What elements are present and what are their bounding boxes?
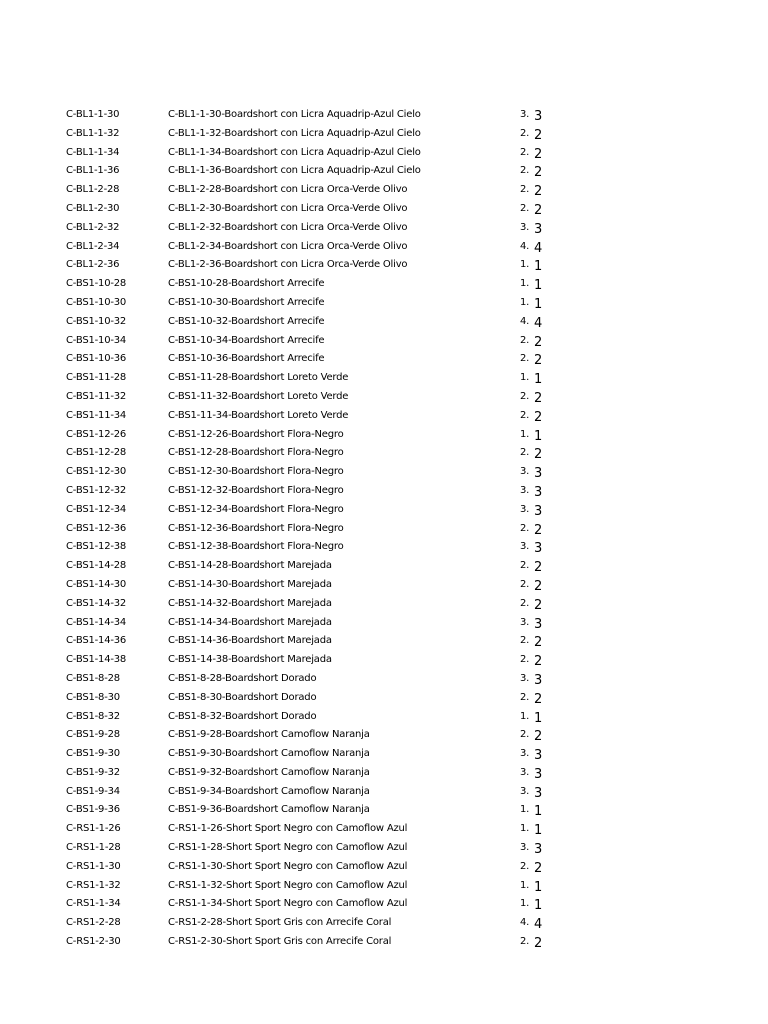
item-code: C-RS1-1-34 (66, 898, 121, 910)
item-quantity: 2. (520, 560, 530, 572)
item-quantity-value: 3 (534, 541, 543, 557)
item-code: C-BL1-2-30 (66, 202, 120, 214)
table-row (0, 520, 768, 539)
item-quantity-value: 2 (534, 578, 543, 594)
item-quantity: 3. (520, 221, 530, 233)
item-quantity: 3. (520, 541, 530, 553)
item-quantity: 2. (520, 729, 530, 741)
item-quantity: 2. (520, 597, 530, 609)
item-code: C-BS1-14-32 (66, 597, 127, 609)
item-quantity: 1. (520, 259, 530, 271)
item-quantity-value: 2 (534, 522, 543, 538)
item-code: C-BS1-12-32 (66, 484, 127, 496)
item-code: C-BS1-10-32 (66, 315, 127, 327)
table-row (0, 858, 768, 877)
item-code: C-BS1-10-34 (66, 334, 127, 346)
item-code: C-BS1-14-38 (66, 654, 127, 666)
item-description: C-BL1-1-32-Boardshort con Licra Aquadrip-Azul Cielo (168, 127, 421, 139)
item-quantity-value: 2 (534, 334, 543, 350)
table-row (0, 895, 768, 914)
item-quantity: 3. (520, 766, 530, 778)
item-quantity-value: 4 (534, 917, 543, 933)
table-row (0, 162, 768, 181)
item-quantity: 2. (520, 165, 530, 177)
item-quantity-value: 2 (534, 390, 543, 406)
item-quantity: 1. (520, 710, 530, 722)
item-quantity-value: 3 (534, 466, 543, 482)
table-row (0, 219, 768, 238)
item-description: C-BS1-12-36-Boardshort Flora-Negro (168, 522, 344, 534)
item-code: C-BS1-9-36 (66, 804, 120, 816)
item-description: C-RS1-2-28-Short Sport Gris con Arrecife Coral (168, 917, 392, 929)
item-description: C-BL1-2-28-Boardshort con Licra Orca-Verde Olivo (168, 184, 408, 196)
item-quantity-value: 3 (534, 785, 543, 801)
item-quantity: 1. (520, 428, 530, 440)
item-description: C-BS1-14-34-Boardshort Marejada (168, 616, 332, 628)
item-quantity-value: 3 (534, 748, 543, 764)
item-code: C-BS1-10-28 (66, 278, 127, 290)
item-description: C-BS1-11-34-Boardshort Loreto Verde (168, 409, 349, 421)
item-quantity-value: 3 (534, 842, 543, 858)
item-code: C-BS1-11-28 (66, 372, 127, 384)
table-row (0, 783, 768, 802)
item-description: C-BS1-14-38-Boardshort Marejada (168, 654, 332, 666)
item-quantity-value: 2 (534, 409, 543, 425)
table-row (0, 463, 768, 482)
item-code: C-BS1-9-30 (66, 748, 120, 760)
item-quantity-value: 2 (534, 654, 543, 670)
item-description: C-RS1-1-30-Short Sport Negro con Camoflow Azul (168, 860, 408, 872)
table-row (0, 632, 768, 651)
item-description: C-BS1-9-36-Boardshort Camoflow Naranja (168, 804, 370, 816)
table-row (0, 313, 768, 332)
item-description: C-BL1-1-30-Boardshort con Licra Aquadrip-Azul Cielo (168, 109, 421, 120)
item-quantity-value: 2 (534, 353, 543, 369)
table-row (0, 407, 768, 426)
item-quantity: 4. (520, 917, 530, 929)
item-quantity-value: 4 (534, 240, 543, 256)
item-quantity-value: 2 (534, 560, 543, 576)
item-description: C-BS1-9-32-Boardshort Camoflow Naranja (168, 766, 370, 778)
item-code: C-BS1-8-28 (66, 672, 120, 684)
item-code: C-BL1-2-36 (66, 259, 120, 271)
item-quantity: 2. (520, 691, 530, 703)
table-row (0, 238, 768, 257)
item-quantity: 2. (520, 409, 530, 421)
item-quantity-value: 2 (534, 127, 543, 143)
item-quantity: 3. (520, 484, 530, 496)
item-quantity-value: 2 (534, 860, 543, 876)
table-row (0, 576, 768, 595)
item-quantity-value: 1 (534, 296, 543, 312)
table-row (0, 426, 768, 445)
item-quantity: 1. (520, 879, 530, 891)
item-code: C-BS1-10-30 (66, 296, 127, 308)
item-description: C-RS1-2-30-Short Sport Gris con Arrecife Coral (168, 936, 392, 948)
item-quantity-value: 3 (534, 672, 543, 688)
item-code: C-BL1-2-32 (66, 221, 120, 233)
item-quantity: 2. (520, 202, 530, 214)
item-quantity-value: 1 (534, 278, 543, 294)
item-quantity: 3. (520, 109, 530, 120)
item-code: C-BS1-11-32 (66, 390, 127, 402)
item-description: C-RS1-1-34-Short Sport Negro con Camoflow Azul (168, 898, 408, 910)
item-quantity: 2. (520, 390, 530, 402)
item-code: C-RS1-1-28 (66, 842, 121, 854)
item-quantity: 2. (520, 860, 530, 872)
item-description: C-BS1-12-28-Boardshort Flora-Negro (168, 447, 344, 459)
item-quantity: 4. (520, 315, 530, 327)
item-description: C-BS1-10-28-Boardshort Arrecife (168, 278, 325, 290)
table-row (0, 482, 768, 501)
item-quantity: 1. (520, 804, 530, 816)
item-quantity-value: 2 (534, 691, 543, 707)
item-quantity: 2. (520, 578, 530, 590)
item-quantity: 3. (520, 672, 530, 684)
item-quantity-value: 2 (534, 184, 543, 200)
item-code: C-BL1-1-32 (66, 127, 120, 139)
item-description: C-BS1-14-30-Boardshort Marejada (168, 578, 332, 590)
item-description: C-BS1-10-30-Boardshort Arrecife (168, 296, 325, 308)
table-row (0, 726, 768, 745)
item-code: C-BS1-12-36 (66, 522, 127, 534)
item-description: C-BS1-12-34-Boardshort Flora-Negro (168, 503, 344, 515)
item-description: C-RS1-1-26-Short Sport Negro con Camoflow Azul (168, 823, 408, 835)
item-description: C-BS1-10-34-Boardshort Arrecife (168, 334, 325, 346)
item-quantity-value: 3 (534, 766, 543, 782)
item-description: C-BL1-1-36-Boardshort con Licra Aquadrip-Azul Cielo (168, 165, 421, 177)
item-description: C-BS1-9-28-Boardshort Camoflow Naranja (168, 729, 370, 741)
table-row (0, 444, 768, 463)
item-code: C-BL1-1-36 (66, 165, 120, 177)
item-description: C-BS1-10-36-Boardshort Arrecife (168, 353, 325, 365)
item-quantity-value: 1 (534, 710, 543, 726)
table-row (0, 933, 768, 952)
item-quantity-value: 2 (534, 146, 543, 162)
table-row (0, 914, 768, 933)
table-row (0, 181, 768, 200)
item-code: C-BS1-12-30 (66, 466, 127, 478)
table-row (0, 256, 768, 275)
item-description: C-BS1-14-32-Boardshort Marejada (168, 597, 332, 609)
table-row (0, 651, 768, 670)
item-code: C-BS1-11-34 (66, 409, 127, 421)
item-description: C-BL1-2-32-Boardshort con Licra Orca-Verde Olivo (168, 221, 408, 233)
table-row (0, 369, 768, 388)
item-code: C-BS1-9-32 (66, 766, 120, 778)
item-quantity: 1. (520, 372, 530, 384)
table-row (0, 294, 768, 313)
item-quantity-value: 2 (534, 447, 543, 463)
item-quantity: 2. (520, 334, 530, 346)
item-quantity-value: 3 (534, 503, 543, 519)
item-description: C-RS1-1-32-Short Sport Negro con Camoflow Azul (168, 879, 408, 891)
item-description: C-BS1-12-30-Boardshort Flora-Negro (168, 466, 344, 478)
item-quantity: 1. (520, 296, 530, 308)
table-row (0, 332, 768, 351)
item-code: C-RS1-1-26 (66, 823, 121, 835)
item-quantity-value: 1 (534, 372, 543, 388)
item-description: C-BS1-12-26-Boardshort Flora-Negro (168, 428, 344, 440)
item-quantity: 2. (520, 654, 530, 666)
item-code: C-BS1-9-34 (66, 785, 120, 797)
item-quantity: 3. (520, 616, 530, 628)
item-code: C-BS1-12-28 (66, 447, 127, 459)
table-row (0, 689, 768, 708)
item-quantity: 1. (520, 823, 530, 835)
table-row (0, 144, 768, 163)
item-description: C-BS1-11-32-Boardshort Loreto Verde (168, 390, 349, 402)
item-code: C-BS1-14-34 (66, 616, 127, 628)
table-row (0, 801, 768, 820)
item-quantity-value: 1 (534, 428, 543, 444)
item-code: C-BL1-1-30 (66, 109, 120, 120)
item-code: C-BS1-12-38 (66, 541, 127, 553)
item-description: C-BS1-9-30-Boardshort Camoflow Naranja (168, 748, 370, 760)
table-row (0, 614, 768, 633)
table-row (0, 745, 768, 764)
item-code: C-RS1-1-32 (66, 879, 121, 891)
item-code: C-RS1-2-28 (66, 917, 121, 929)
item-description: C-BL1-2-30-Boardshort con Licra Orca-Verde Olivo (168, 202, 408, 214)
item-quantity: 3. (520, 503, 530, 515)
item-quantity: 3. (520, 466, 530, 478)
item-quantity-value: 2 (534, 202, 543, 218)
item-description: C-BL1-2-36-Boardshort con Licra Orca-Verde Olivo (168, 259, 408, 271)
table-row (0, 106, 768, 125)
table-row (0, 388, 768, 407)
item-code: C-BS1-8-32 (66, 710, 120, 722)
item-code: C-BL1-2-34 (66, 240, 120, 252)
item-description: C-BS1-9-34-Boardshort Camoflow Naranja (168, 785, 370, 797)
item-code: C-BS1-12-34 (66, 503, 127, 515)
item-quantity-value: 3 (534, 616, 543, 632)
item-quantity: 2. (520, 522, 530, 534)
item-description: C-BS1-12-32-Boardshort Flora-Negro (168, 484, 344, 496)
item-code: C-BS1-10-36 (66, 353, 127, 365)
item-quantity: 3. (520, 748, 530, 760)
table-row (0, 538, 768, 557)
table-row (0, 839, 768, 858)
item-description: C-BS1-8-30-Boardshort Dorado (168, 691, 317, 703)
item-description: C-BL1-1-34-Boardshort con Licra Aquadrip-Azul Cielo (168, 146, 421, 158)
item-code: C-BS1-14-28 (66, 560, 127, 572)
item-quantity: 2. (520, 146, 530, 158)
item-code: C-BS1-8-30 (66, 691, 120, 703)
item-quantity: 2. (520, 353, 530, 365)
item-quantity-value: 2 (534, 729, 543, 745)
table-row (0, 350, 768, 369)
item-quantity: 2. (520, 184, 530, 196)
table-row (0, 708, 768, 727)
table-row (0, 764, 768, 783)
item-quantity-value: 3 (534, 109, 543, 124)
table-row (0, 877, 768, 896)
item-quantity-value: 1 (534, 879, 543, 895)
item-quantity-value: 1 (534, 259, 543, 275)
item-description: C-RS1-1-28-Short Sport Negro con Camoflow Azul (168, 842, 408, 854)
item-quantity: 1. (520, 898, 530, 910)
item-quantity: 3. (520, 785, 530, 797)
item-quantity-value: 1 (534, 804, 543, 820)
table-row (0, 557, 768, 576)
item-code: C-RS1-2-30 (66, 936, 121, 948)
inventory-table (0, 106, 768, 952)
table-row (0, 595, 768, 614)
item-quantity: 2. (520, 936, 530, 948)
item-quantity: 3. (520, 842, 530, 854)
item-code: C-RS1-1-30 (66, 860, 121, 872)
item-quantity-value: 3 (534, 221, 543, 237)
item-quantity-value: 4 (534, 315, 543, 331)
item-code: C-BL1-2-28 (66, 184, 120, 196)
table-row (0, 670, 768, 689)
item-quantity: 4. (520, 240, 530, 252)
item-quantity-value: 2 (534, 936, 543, 952)
item-description: C-BS1-12-38-Boardshort Flora-Negro (168, 541, 344, 553)
item-code: C-BS1-14-36 (66, 635, 127, 647)
table-row (0, 200, 768, 219)
item-code: C-BL1-1-34 (66, 146, 120, 158)
item-quantity-value: 3 (534, 484, 543, 500)
item-quantity-value: 2 (534, 597, 543, 613)
table-row (0, 820, 768, 839)
item-description: C-BL1-2-34-Boardshort con Licra Orca-Verde Olivo (168, 240, 408, 252)
item-quantity-value: 1 (534, 823, 543, 839)
table-row (0, 275, 768, 294)
table-row (0, 501, 768, 520)
item-description: C-BS1-14-36-Boardshort Marejada (168, 635, 332, 647)
item-code: C-BS1-12-26 (66, 428, 127, 440)
item-quantity-value: 2 (534, 635, 543, 651)
item-quantity: 2. (520, 127, 530, 139)
item-description: C-BS1-11-28-Boardshort Loreto Verde (168, 372, 349, 384)
table-row (0, 125, 768, 144)
item-quantity: 2. (520, 635, 530, 647)
item-description: C-BS1-8-32-Boardshort Dorado (168, 710, 317, 722)
item-description: C-BS1-14-28-Boardshort Marejada (168, 560, 332, 572)
item-code: C-BS1-14-30 (66, 578, 127, 590)
item-description: C-BS1-8-28-Boardshort Dorado (168, 672, 317, 684)
item-code: C-BS1-9-28 (66, 729, 120, 741)
item-quantity: 2. (520, 447, 530, 459)
item-quantity-value: 1 (534, 898, 543, 914)
item-description: C-BS1-10-32-Boardshort Arrecife (168, 315, 325, 327)
item-quantity-value: 2 (534, 165, 543, 181)
item-quantity: 1. (520, 278, 530, 290)
